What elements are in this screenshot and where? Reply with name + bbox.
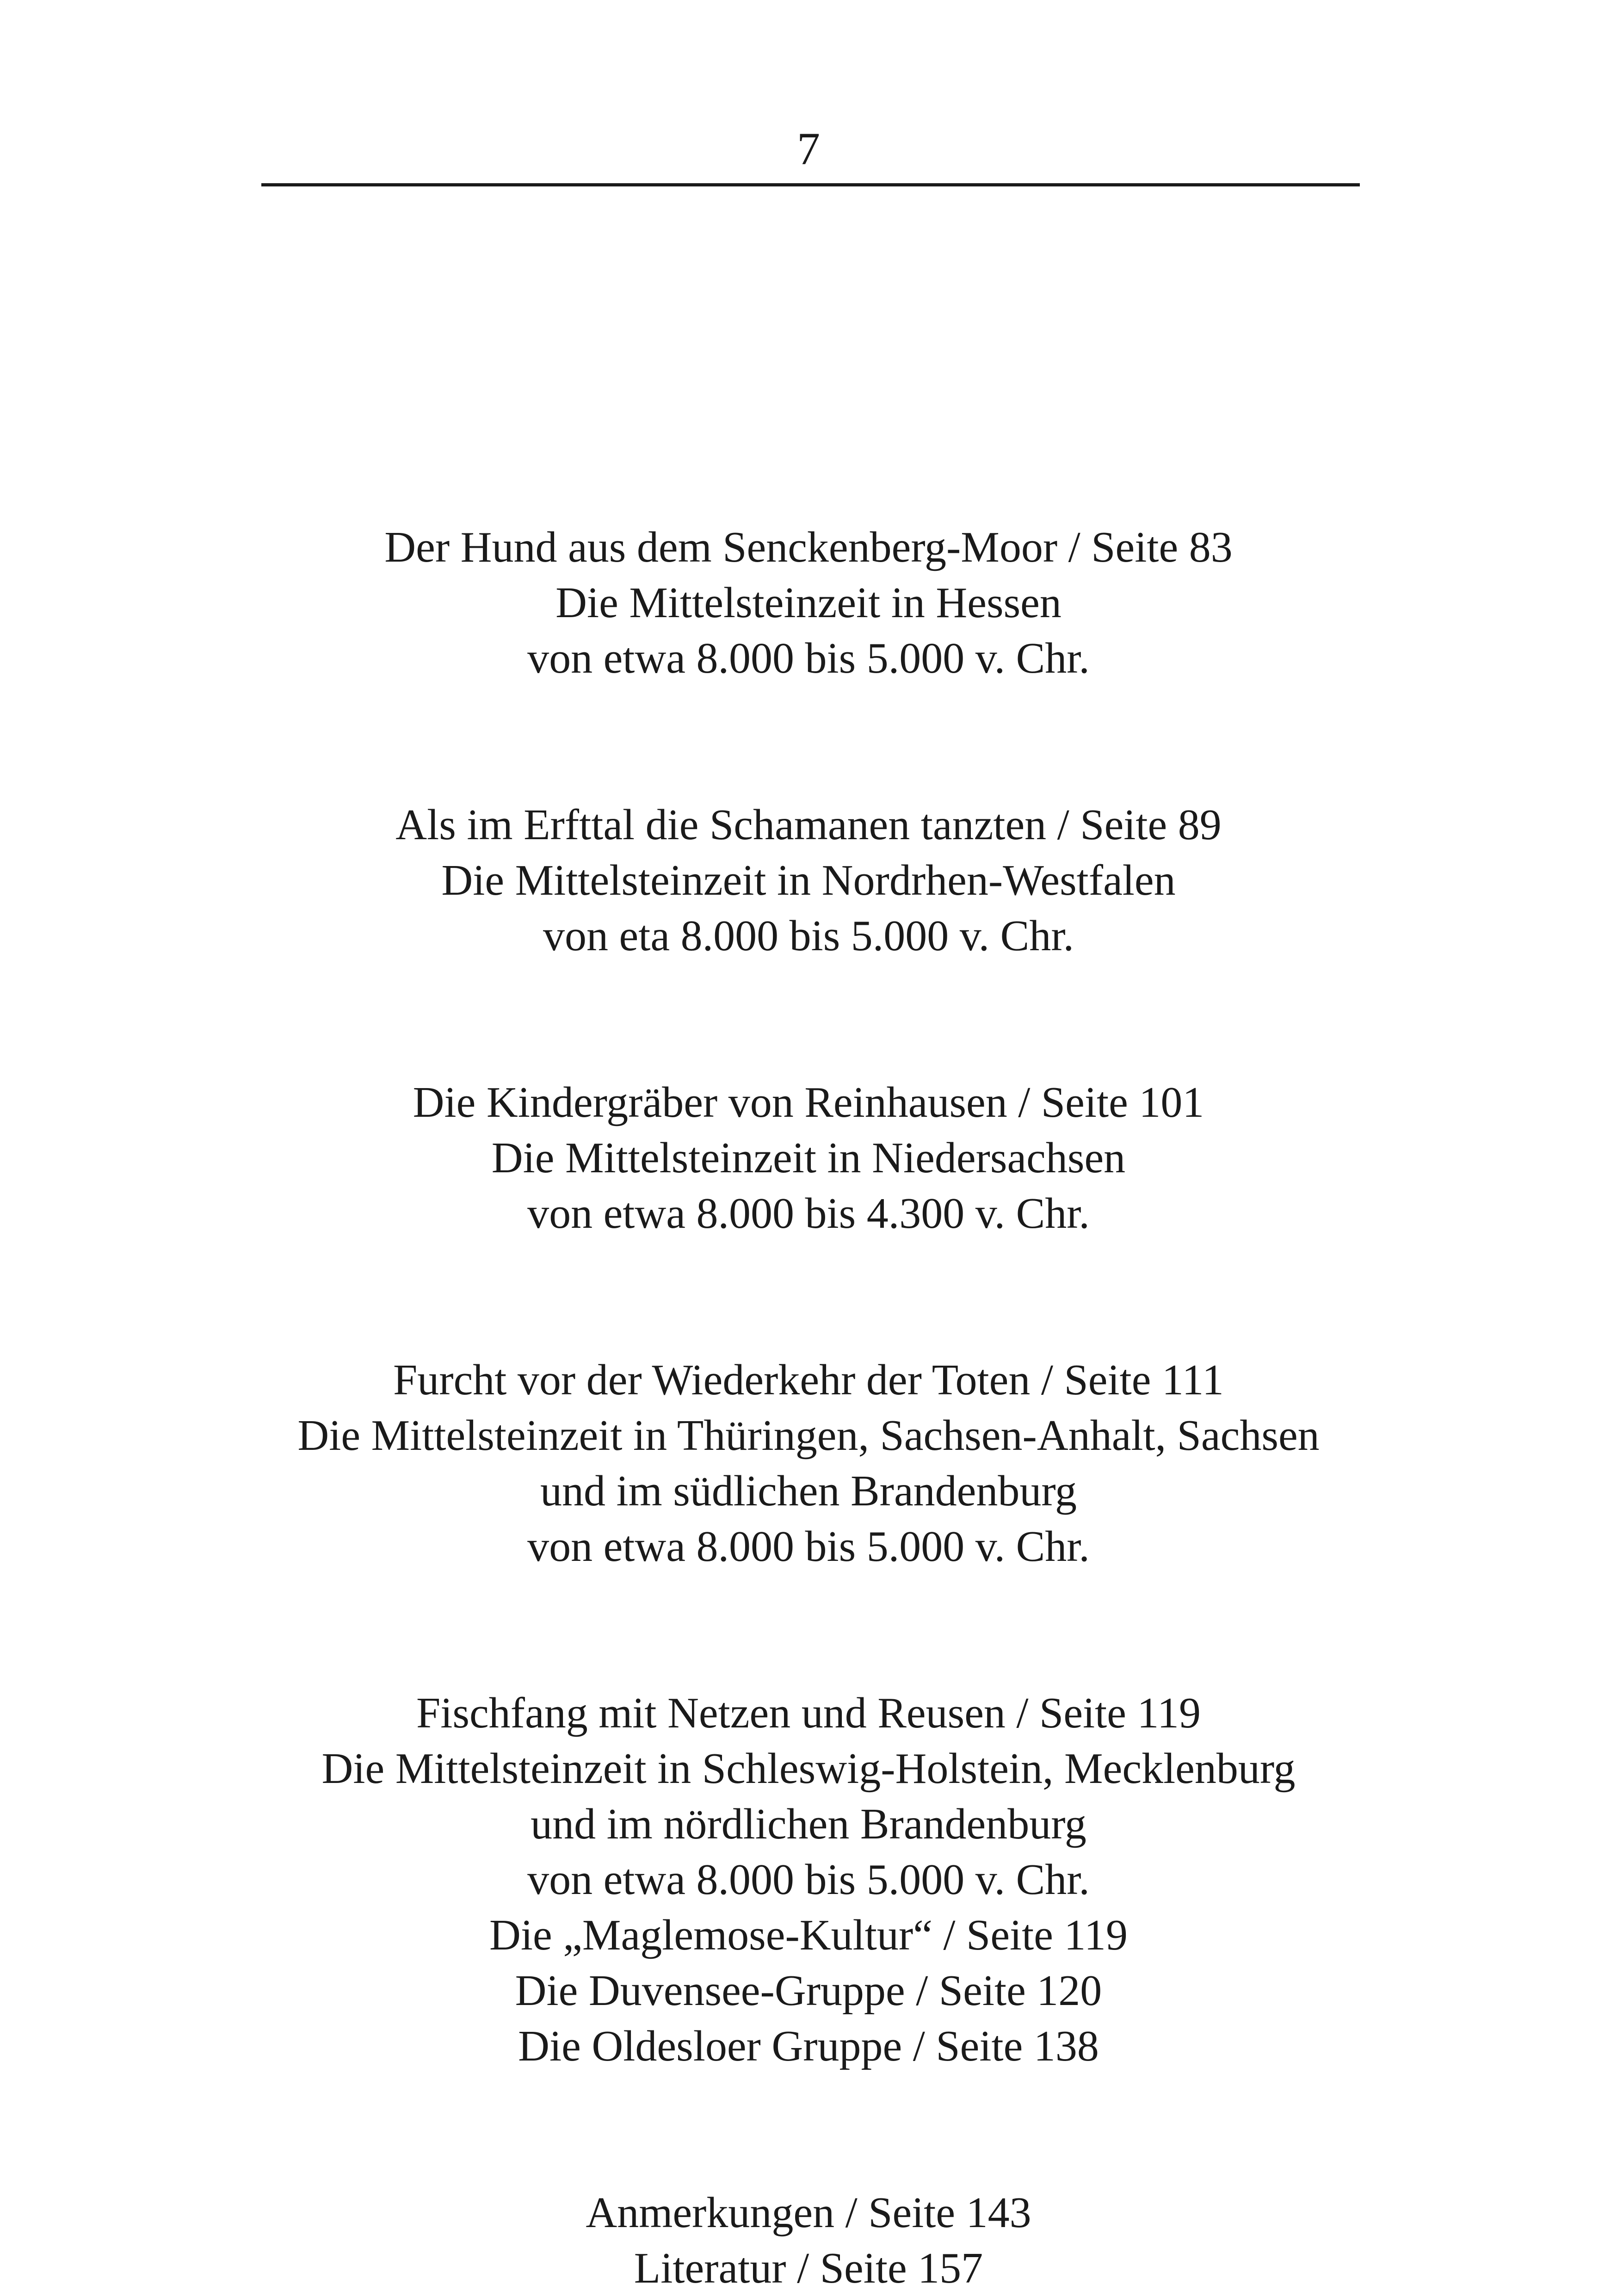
toc-entry-subtitle: und im nördlichen Brandenburg	[531, 1800, 1086, 1848]
toc-entry-period: von eta 8.000 bis 5.000 v. Chr.	[543, 912, 1074, 960]
toc-entry-subtitle: Die Mittelsteinzeit in Thüringen, Sachsen-Anhalt, Sachsen	[297, 1411, 1320, 1460]
toc-entry-subtitle: Die Mittelsteinzeit in Hessen	[555, 579, 1062, 627]
page-number: 7	[797, 123, 820, 174]
toc-subentry: Die Oldesloer Gruppe / Seite 138	[518, 2022, 1099, 2070]
toc-entry-period: von etwa 8.000 bis 5.000 v. Chr.	[527, 1856, 1090, 1904]
toc-entry	[0, 1685, 1617, 2074]
toc-entry-subtitle: Die Mittelsteinzeit in Niedersachsen	[491, 1134, 1126, 1182]
toc-subentry: Die Duvensee-Gruppe / Seite 120	[515, 1967, 1102, 2015]
table-of-contents	[0, 520, 1617, 2296]
toc-entry-subtitle: und im südlichen Brandenburg	[540, 1467, 1077, 1515]
toc-entry-title: Der Hund aus dem Senckenberg-Moor / Seite 83	[384, 523, 1233, 571]
toc-entry-title: Anmerkungen / Seite 143	[586, 2189, 1031, 2237]
toc-entry-title: Furcht vor der Wiederkehr der Toten / Seite 111	[393, 1356, 1224, 1404]
toc-entry-title: Die Kindergräber von Reinhausen / Seite 101	[413, 1078, 1204, 1126]
toc-entry-title: Fischfang mit Netzen und Reusen / Seite 119	[416, 1689, 1201, 1737]
toc-entry	[0, 1352, 1617, 1574]
toc-entry	[0, 520, 1617, 686]
toc-entry-period: von etwa 8.000 bis 5.000 v. Chr.	[527, 1522, 1090, 1571]
header-rule	[261, 183, 1360, 186]
toc-subentry: Die „Maglemose-Kultur“ / Seite 119	[489, 1911, 1128, 1959]
toc-entry-title: Literatur / Seite 157	[634, 2244, 983, 2292]
toc-entry	[0, 1075, 1617, 1241]
toc-entry	[0, 2185, 1617, 2296]
toc-entry-subtitle: Die Mittelsteinzeit in Schleswig-Holstein, Mecklenburg	[321, 1745, 1296, 1793]
toc-entry-subtitle: Die Mittelsteinzeit in Nordrhen-Westfalen	[441, 856, 1176, 904]
toc-entry-period: von etwa 8.000 bis 5.000 v. Chr.	[527, 634, 1090, 682]
toc-entry-title: Als im Erfttal die Schamanen tanzten / Seite 89	[395, 801, 1222, 849]
toc-entry-period: von etwa 8.000 bis 4.300 v. Chr.	[527, 1189, 1090, 1238]
toc-entry	[0, 797, 1617, 964]
